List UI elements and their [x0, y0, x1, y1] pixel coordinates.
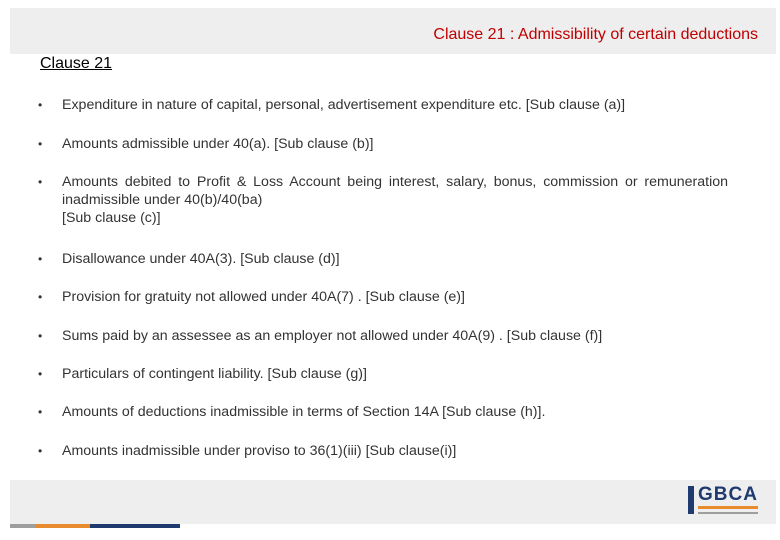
bullet-text: Amounts admissible under 40(a). [Sub clause (b)] — [62, 136, 374, 152]
bullet-text: Provision for gratuity not allowed under 40A(7) . [Sub clause (e)] — [62, 289, 465, 305]
bullet-text: Disallowance under 40A(3). [Sub clause (d)] — [62, 251, 340, 267]
list-item — [38, 327, 602, 345]
bullet-icon: • — [38, 329, 43, 343]
bullet-text: Particulars of contingent liability. [Sub clause (g)] — [62, 366, 367, 382]
list-item — [38, 442, 456, 460]
logo-tagline-line — [698, 512, 758, 514]
list-item — [38, 288, 465, 306]
bullet-icon: • — [38, 137, 43, 151]
footer-band — [10, 480, 776, 524]
bullet-text: Amounts inadmissible under proviso to 36(1)(iii) [Sub clause(i)] — [62, 443, 457, 459]
bullet-text: Expenditure in nature of capital, personal, advertisement expenditure etc. [Sub clause (a)] — [62, 97, 626, 113]
logo-text: GBCA — [698, 484, 758, 505]
footer-accent-navy — [90, 524, 180, 528]
logo-mark-icon — [688, 486, 694, 514]
list-item — [38, 403, 545, 421]
logo-underline — [698, 506, 758, 509]
list-item — [38, 96, 625, 114]
bullet-icon: • — [38, 98, 43, 112]
footer-accent-grey — [10, 524, 36, 528]
bullet-text: Amounts debited to Profit & Loss Account being interest, salary, bonus, commission or remuneration inadmissible under 40(b)/40(ba) — [62, 174, 728, 208]
list-item — [38, 173, 728, 227]
slide-title: Clause 21 : Admissibility of certain deductions — [433, 26, 758, 43]
section-heading: Clause 21 — [40, 55, 113, 72]
bullet-icon: • — [38, 405, 43, 419]
bullet-icon: • — [38, 367, 43, 381]
bullet-icon: • — [38, 175, 43, 189]
footer-accent-orange — [36, 524, 90, 528]
list-item — [38, 135, 374, 153]
company-logo — [688, 484, 760, 518]
bullet-text: Amounts of deductions inadmissible in terms of Section 14A [Sub clause (h)]. — [62, 404, 546, 420]
bullet-icon: • — [38, 444, 43, 458]
bullet-text: Sums paid by an assessee as an employer not allowed under 40A(9) . [Sub clause (f)] — [62, 328, 603, 344]
bullet-icon: • — [38, 290, 43, 304]
list-item — [38, 250, 340, 268]
list-item — [38, 365, 367, 383]
bullet-subtext: [Sub clause (c)] — [62, 210, 161, 226]
bullet-icon: • — [38, 252, 43, 266]
